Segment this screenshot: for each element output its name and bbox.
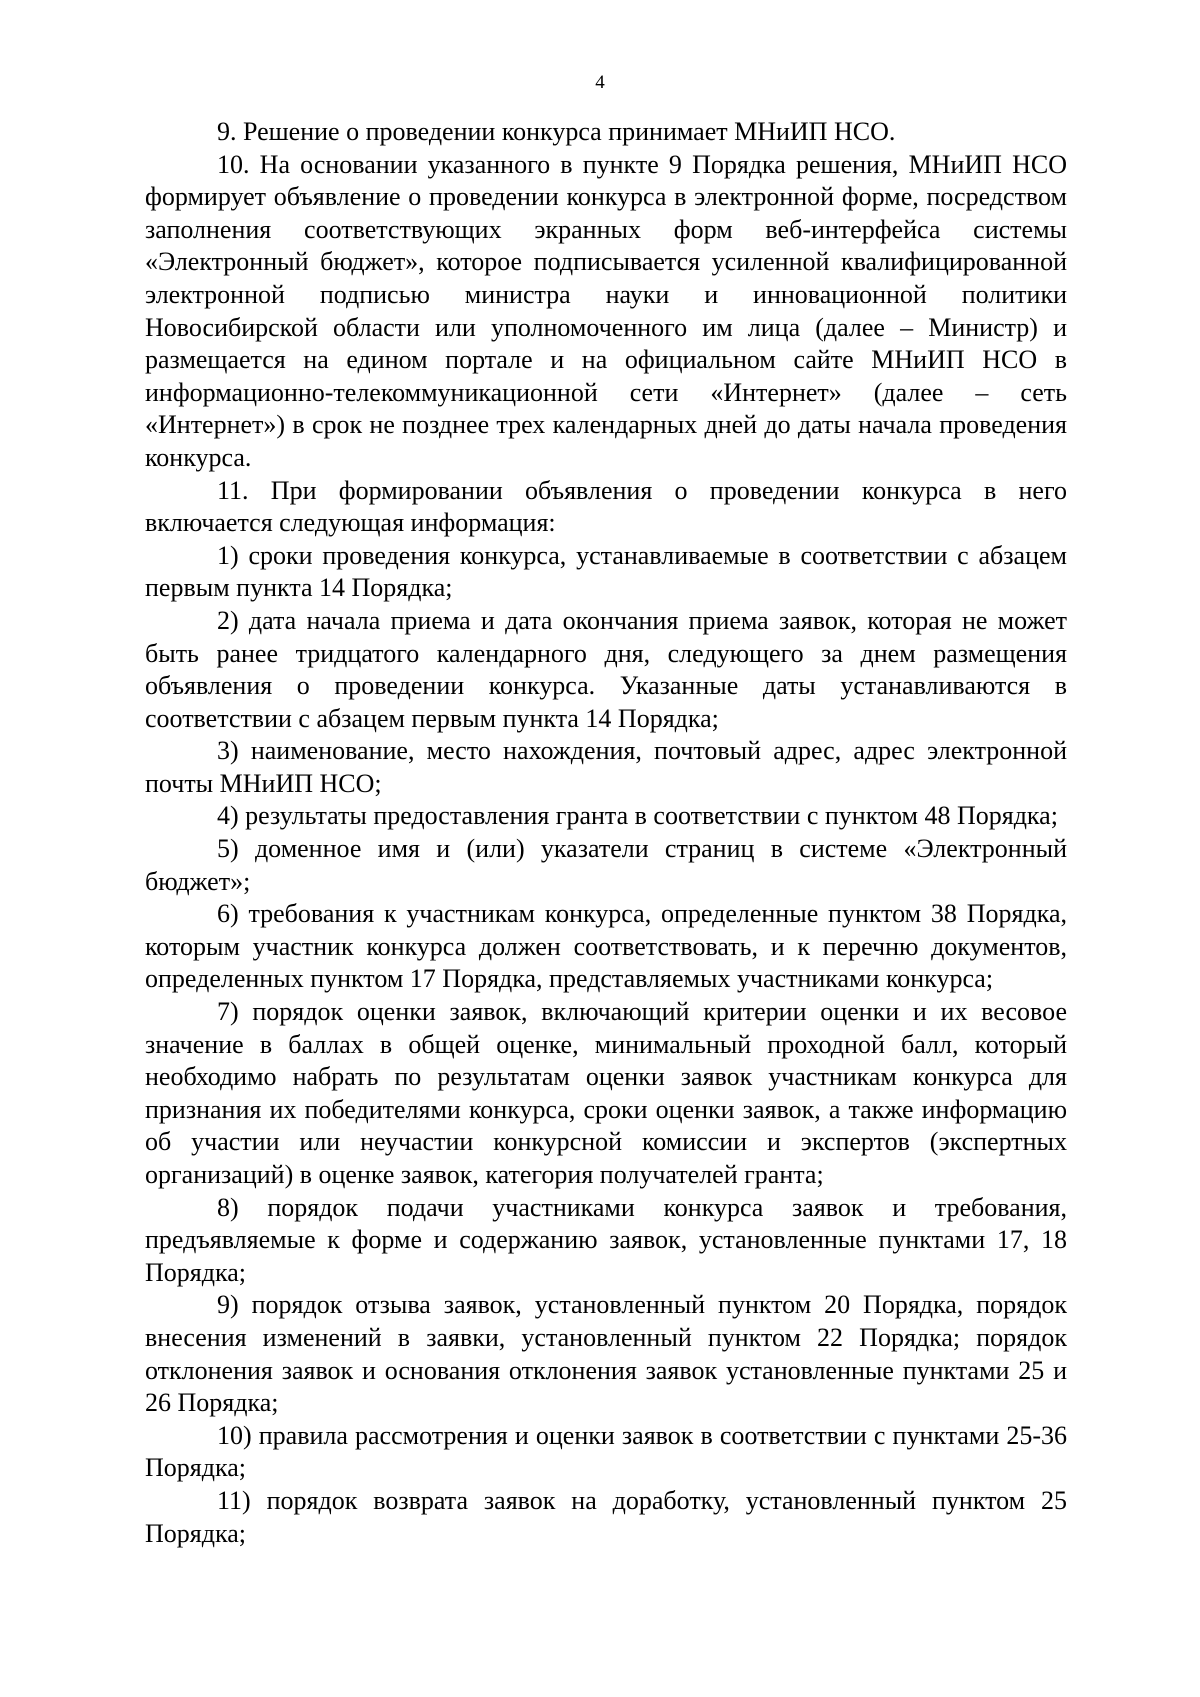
list-item-4: 4) результаты предоставления гранта в соответствии с пунктом 48 Порядка; <box>217 801 1058 831</box>
paragraph-item-9: 9. Решение о проведении конкурса принимает МНиИП НСО. <box>217 117 896 146</box>
page-number: 4 <box>595 72 605 93</box>
list-item-8: 8) порядок подачи участниками конкурса заявок и требования, предъявляемые к форме и содержанию заявок, установленные пунктами 17, 18 Порядка; <box>145 1192 1067 1287</box>
list-item-5: 5) доменное имя и (или) указатели страниц в системе «Электронный бюджет»; <box>145 834 1067 896</box>
document-body <box>145 116 1067 1550</box>
list-item-11: 11) порядок возврата заявок на доработку, установленный пунктом 25 Порядка; <box>145 1485 1067 1548</box>
paragraph-item-10: 10. На основании указанного в пункте 9 Порядка решения, МНиИП НСО формирует объявление о проведении конкурса в электронной форме, посредством заполнения соответствующих экранных форм веб-интерфейса системы «Электронный бюджет», которое подписывается усиленной квалифицированной электронной подписью министра науки и инновационной политики Новосибирской области или уполномоченного им лица (далее – Министр) и размещается на едином портале и на официальном сайте МНиИП НСО в информационно-телекоммуникационной сети «Интернет» (далее – сеть «Интернет») в срок не позднее трех календарных дней до даты начала проведения конкурса. <box>145 149 1067 472</box>
paragraph-item-11: 11. При формировании объявления о проведении конкурса в него включается следующая информация: <box>145 475 1067 538</box>
list-item-1: 1) сроки проведения конкурса, устанавливаемые в соответствии с абзацем первым пункта 14 Порядка; <box>145 540 1067 603</box>
list-item-3: 3) наименование, место нахождения, почтовый адрес, адрес электронной почты МНиИП НСО; <box>145 736 1067 798</box>
list-item-10: 10) правила рассмотрения и оценки заявок в соответствии с пунктами 25-36 Порядка; <box>145 1420 1067 1483</box>
list-item-2: 2) дата начала приема и дата окончания приема заявок, которая не может быть ранее тридцатого календарного дня, следующего за днем размещения объявления о проведении конкурса. Указанные даты устанавливаются в соответствии с абзацем первым пункта 14 Порядка; <box>145 605 1067 733</box>
list-item-7: 7) порядок оценки заявок, включающий критерии оценки и их весовое значение в баллах в общей оценке, минимальный проходной балл, который необходимо набрать по результатам оценки заявок участникам конкурса для признания их победителями конкурса, сроки оценки заявок, а также информацию об участии или неучастии конкурсной комиссии и экспертов (экспертных организаций) в оценке заявок, категория получателей гранта; <box>145 997 1067 1189</box>
list-item-9: 9) порядок отзыва заявок, установленный пунктом 20 Порядка, порядок внесения изменений в заявки, установленный пунктом 22 Порядка; порядок отклонения заявок и основания отклонения заявок установленные пунктами 25 и 26 Порядка; <box>145 1290 1067 1418</box>
list-item-6: 6) требования к участникам конкурса, определенные пунктом 38 Порядка, которым участник конкурса должен соответствовать, и к перечню документов, определенных пунктом 17 Порядка, представляемых участниками конкурса; <box>145 899 1067 994</box>
